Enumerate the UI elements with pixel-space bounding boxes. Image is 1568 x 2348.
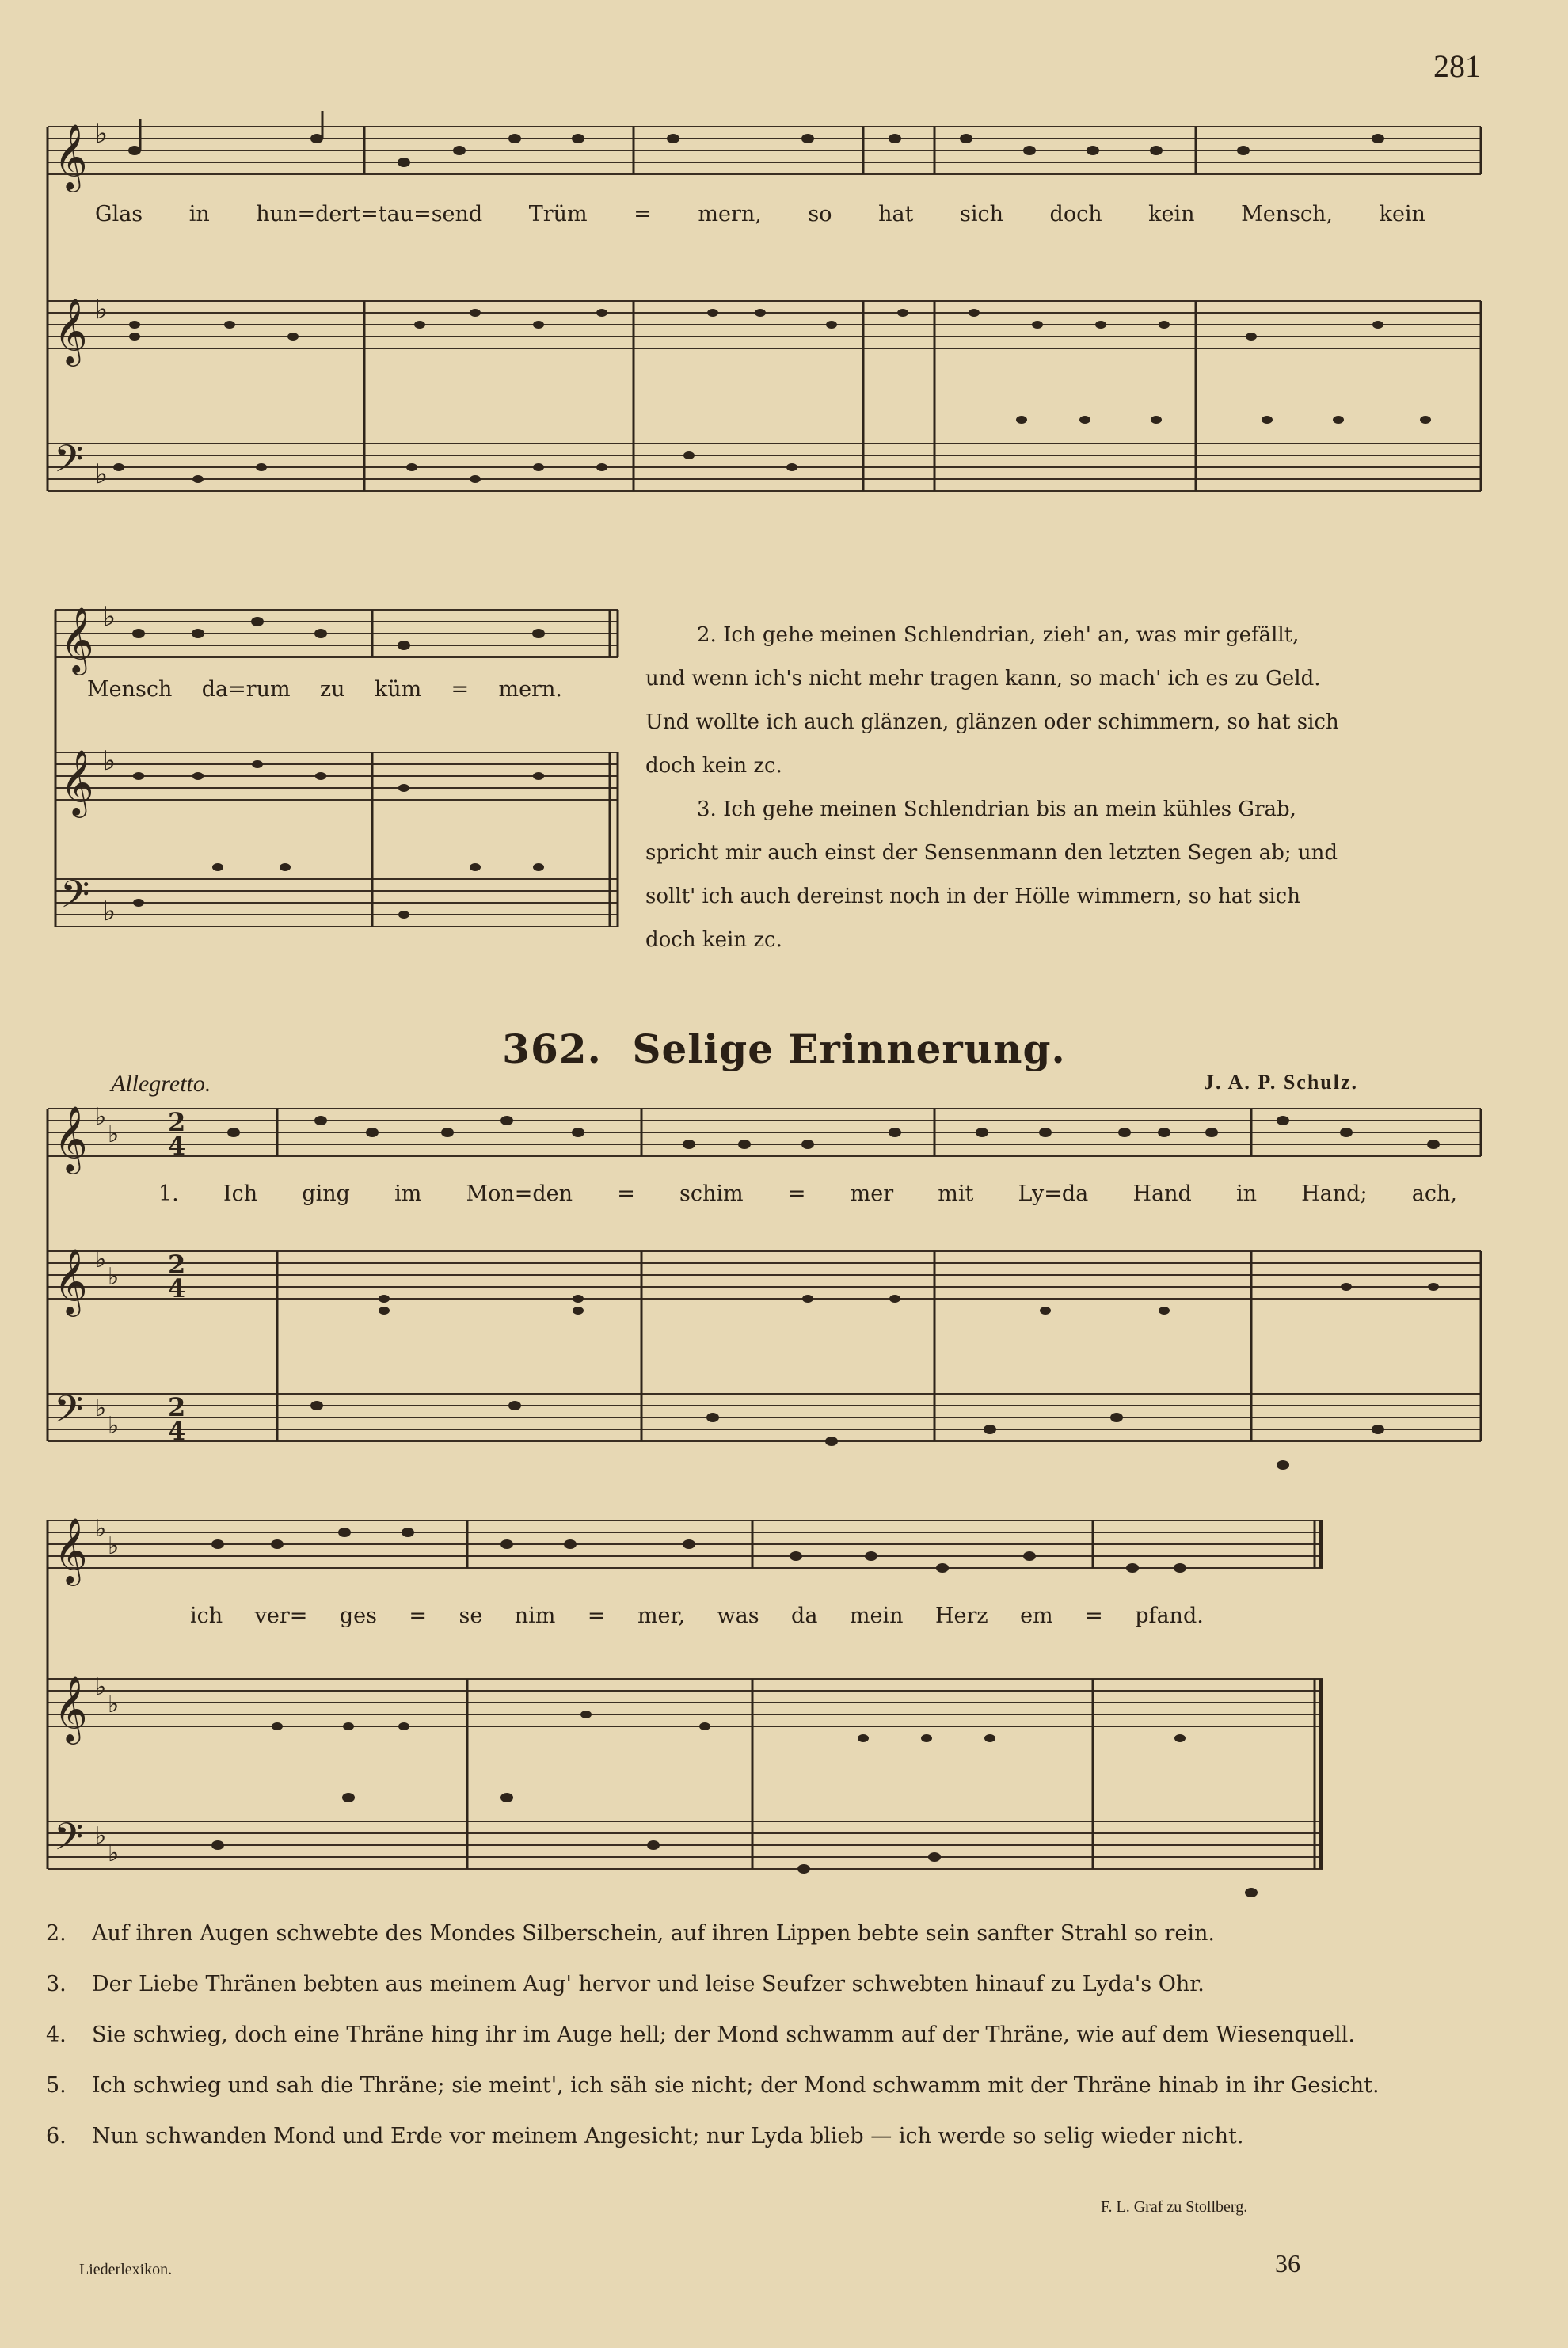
barlines [467,1520,1321,1869]
lyric-syllable: = [634,202,652,226]
stanza-line [46,1959,1503,2010]
lyrics-row [190,1604,1204,1628]
svg-text:♭: ♭ [108,1412,120,1440]
tempo-marking: Allegretto. [111,1071,211,1097]
stanza-number: 3. [46,1972,67,1996]
time-signature [168,1107,185,1446]
lyric-syllable: schim [679,1182,744,1206]
piano-bass-notes [310,1401,1384,1470]
treble-clef-icon: 𝄞 [54,1247,88,1314]
lyric-syllable: hun=dert=tau=send [256,202,483,226]
svg-text:4: 4 [168,1416,186,1446]
treble-clef-icon: 𝄞 [60,606,94,672]
stanza-line [46,2010,1503,2061]
lyric-syllable: da=rum [201,677,291,702]
lyric-syllable: Ich [223,1182,258,1206]
svg-text:♭: ♭ [95,1395,107,1422]
lyric-syllable: = [409,1604,428,1628]
song-362-system-1 [32,1093,1489,1489]
lyrics-row [95,202,1425,226]
stanza-list [46,1908,1503,2162]
page-number: 281 [1433,48,1481,84]
lyric-syllable: was [717,1604,759,1628]
lyric-syllable: kein [1379,202,1425,226]
verse-line: doch kein zc. [645,928,782,952]
lyric-syllable: hat [878,202,914,226]
stanza-number: 6. [46,2124,67,2148]
lyric-syllable: sich [959,202,1003,226]
bass-clef-icon: 𝄢 [54,1814,84,1868]
lyric-syllable: ach, [1411,1182,1457,1206]
lyric-syllable: mer [850,1182,894,1206]
lyric-syllable: da [791,1604,818,1628]
lyric-syllable: Hand; [1301,1182,1368,1206]
svg-text:4: 4 [168,1131,186,1161]
svg-text:2: 2 [168,1250,186,1280]
voice-staff [48,127,1481,174]
song-number: 362. [502,1026,602,1072]
piano-bass-staff [48,1394,1481,1441]
lyric-syllable: mein [849,1604,904,1628]
stanza-number: 2. [46,1921,67,1946]
lyric-syllable: mern, [698,202,762,226]
piano-bass-notes [113,416,1431,483]
lyrics-row [158,1182,1457,1206]
lyric-syllable: 1. [158,1182,179,1206]
treble-clef-icon: 𝄞 [54,297,88,363]
poet-credit: F. L. Graf zu Stollberg. [1101,2198,1248,2216]
lyric-syllable: in [1235,1182,1257,1206]
lyric-syllable: pfand. [1135,1604,1204,1628]
lyric-syllable: = [587,1604,606,1628]
svg-text:♭: ♭ [108,1691,120,1718]
svg-text:4: 4 [168,1273,186,1303]
svg-text:♭: ♭ [95,1515,107,1543]
stanza-text: Auf ihren Augen schwebte des Mondes Silberschein, auf ihren Lippen bebte sein sanfter Strahl so rein. [92,1921,1216,1946]
svg-text:♭: ♭ [95,1246,107,1273]
flat-icon: ♭ [95,459,108,490]
lyric-syllable: Glas [95,202,143,226]
stanza-text: Ich schwieg und sah die Thräne; sie meint', ich säh sie nicht; der Mond schwamm mit der Thräne hinab in ihr Gesicht. [92,2073,1380,2098]
lyric-syllable: ver= [254,1604,308,1628]
lyric-syllable: im [394,1182,422,1206]
lyric-syllable: Mon=den [466,1182,573,1206]
bass-clef-icon: 𝄢 [54,1387,84,1440]
lyric-syllable: Ly=da [1018,1182,1089,1206]
flat-icon: ♭ [95,294,108,325]
key-signature-flats [95,1103,119,1440]
svg-text:♭: ♭ [95,1673,107,1701]
lyric-syllable: se [459,1604,483,1628]
flat-icon: ♭ [103,601,116,633]
lyric-syllable: = [787,1182,806,1206]
verse-line: 3. Ich gehe meinen Schlendrian bis an mein kühles Grab, [697,797,1296,821]
treble-clef-icon: 𝄞 [54,123,88,189]
piano-treble-staff [48,1251,1481,1299]
lyric-syllable: zu [319,677,345,702]
lyric-syllable: so [808,202,832,226]
svg-text:♭: ♭ [108,1840,120,1867]
score-system-2 [48,594,634,958]
piano-bass-staff [48,1821,1323,1869]
lyric-syllable: = [451,677,470,702]
stanza-number: 4. [46,2023,67,2047]
lyric-syllable: Hand [1132,1182,1192,1206]
voice-notes [211,1528,1186,1573]
footer-sheet-number: 36 [1275,2249,1300,2278]
stanza-line [46,2111,1503,2162]
lyrics-row [87,677,562,702]
verse-line: doch kein zc. [645,754,782,778]
lyric-syllable: em [1020,1604,1053,1628]
score-system-1 [32,111,1489,538]
lyric-syllable: ges [339,1604,377,1628]
svg-text:2: 2 [168,1392,186,1422]
lyric-syllable: Trüm [528,202,588,226]
stanza-line [46,2061,1503,2111]
lyric-syllable: mern. [498,677,562,702]
svg-text:♭: ♭ [108,1121,120,1148]
lyric-syllable: küm [374,677,422,702]
voice-staff [48,1109,1481,1156]
treble-clef-icon: 𝄞 [54,1675,88,1741]
flat-icon: ♭ [103,896,116,927]
lyric-syllable: nim [514,1604,556,1628]
song-361-system-2 [48,594,634,958]
stanza-number: 5. [46,2073,67,2098]
song-title [0,1026,1568,1072]
piano-treble-staff [48,301,1481,348]
footer-signature: Liederlexikon. [79,2261,173,2278]
lyric-syllable: = [617,1182,635,1206]
song-title-text: Selige Erinnerung. [632,1026,1066,1072]
lyric-syllable: Mensch [87,677,173,702]
lyric-syllable: ich [190,1604,223,1628]
lyric-syllable: mit [938,1182,974,1206]
verse-line: Und wollte ich auch glänzen, glänzen oder schimmern, so hat sich [645,710,1339,734]
stanza-text: Sie schwieg, doch eine Thräne hing ihr im Auge hell; der Mond schwamm auf der Thräne, wie auf dem Wiesenquell. [92,2023,1355,2047]
lyric-syllable: Mensch, [1241,202,1334,226]
verse-line: spricht mir auch einst der Sensenmann den letzten Segen ab; und [645,841,1338,865]
svg-text:♭: ♭ [95,1103,107,1131]
verse-line: 2. Ich gehe meinen Schlendrian, zieh' an, was mir gefällt, [697,623,1300,647]
flat-icon: ♭ [95,118,108,150]
svg-text:♭: ♭ [108,1532,120,1560]
song-361-system-1 [32,111,1489,538]
lyric-syllable: ging [302,1182,350,1206]
treble-clef-icon: 𝄞 [54,1516,88,1583]
score-system-4 [32,1505,1489,1901]
verse-line: und wenn ich's nicht mehr tragen kann, so mach' ich es zu Geld. [645,667,1321,691]
bass-clef-icon: 𝄢 [60,872,90,926]
song-361-verses [645,614,1485,962]
flat-icon: ♭ [103,745,116,777]
treble-clef-icon: 𝄞 [54,1105,88,1171]
lyric-syllable: doch [1049,202,1102,226]
lyric-syllable: kein [1148,202,1195,226]
svg-text:♭: ♭ [95,1822,107,1850]
verse-line: sollt' ich auch dereinst noch in der Hölle wimmern, so hat sich [645,885,1300,908]
treble-clef-icon: 𝄞 [60,748,94,815]
bass-clef-icon: 𝄢 [54,436,84,490]
stanza-text: Nun schwanden Mond und Erde vor meinem Angesicht; nur Lyda blieb — ich werde so selig wieder nicht. [92,2124,1244,2148]
song-362-system-2 [32,1505,1489,1901]
svg-text:♭: ♭ [108,1263,120,1291]
lyric-syllable: Herz [934,1604,988,1628]
stanza-line [46,1908,1503,1959]
composer: J. A. P. Schulz. [1204,1071,1359,1094]
score-system-3 [32,1093,1489,1489]
lyric-syllable: = [1085,1604,1103,1628]
lyric-syllable: mer, [637,1604,686,1628]
svg-text:2: 2 [168,1107,186,1137]
stanza-text: Der Liebe Thränen bebten aus meinem Aug' hervor und leise Seufzer schwebten hinauf zu Lyda's Ohr. [92,1972,1205,1996]
barlines [364,127,1481,491]
lyric-syllable: in [188,202,210,226]
piano-treble-staff [48,1679,1323,1726]
